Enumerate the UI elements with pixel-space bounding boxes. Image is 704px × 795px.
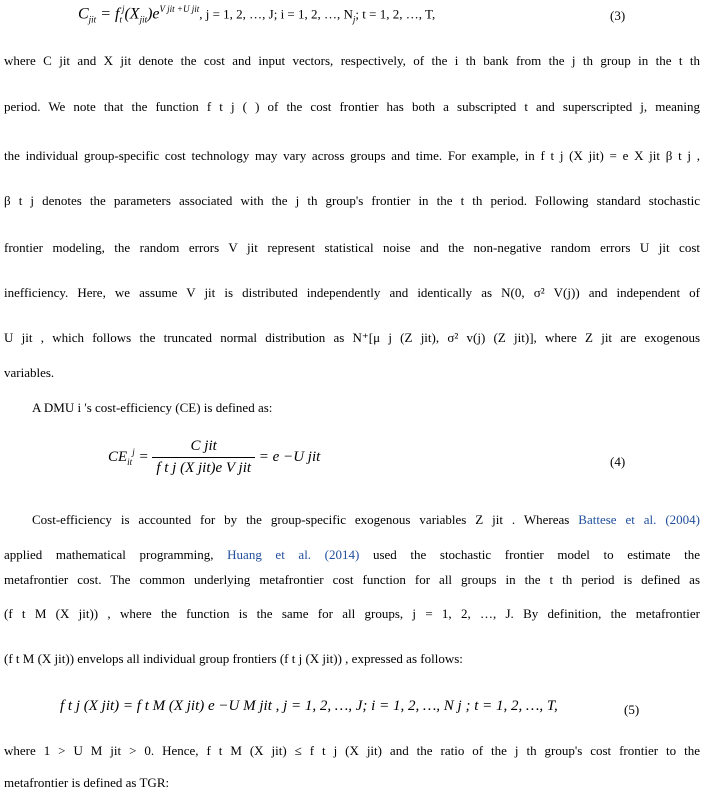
p3-line-1-text: Cost-efficiency is accounted for by the group-specific exogenous variables Z jit . Whereas (32, 512, 570, 527)
eq3-arg-close: )e (147, 5, 160, 23)
eq3-f-sup: j (121, 4, 125, 14)
eq4-denominator: f t j (X jit)e V jit (156, 460, 252, 476)
p2-line-1: A DMU i 's cost-efficiency (CE) is defined as: (32, 400, 273, 415)
eq3-lhs-sub: jit (88, 14, 97, 25)
p1-line-8: variables. (4, 365, 55, 380)
p1-line-7: U jit , which follows the truncated normal distribution as N⁺[μ j (Z jit), σ² v(j) (Z jit)], where Z jit are exogenous (4, 330, 700, 345)
eq3-arg: (X (124, 5, 140, 23)
eq3-indices: , j = 1, 2, …, J; i = 1, 2, …, N (199, 6, 353, 22)
eq4-numerator: C jit (152, 438, 255, 458)
equation-4-number: (4) (610, 454, 626, 469)
p1-line-5: frontier modeling, the random errors V jit represent statistical noise and the non-negative random errors U jit cost (4, 240, 700, 255)
p4-line-1: where 1 > U M jit > 0. Hence, f t M (X jit) ≤ f t j (X jit) and the ratio of the j th group's cost frontier to the (4, 743, 700, 758)
eq4-rhs: = e −U jit (258, 448, 321, 465)
eq4-lhs-sup: j (132, 446, 135, 457)
eq4-lhs: CE (108, 448, 128, 465)
p4-line-2: metafrontier is defined as TGR: (4, 775, 170, 790)
p3-line-2-text-b: used the stochastic frontier model to estimate the (372, 547, 701, 562)
equation-5-number: (5) (624, 702, 640, 717)
p1-line-3: the individual group-specific cost technology may vary across groups and time. For example, in f t j (X jit) = e X jit β t j , (4, 148, 700, 163)
eq4-fraction (152, 438, 255, 477)
huang-citation-link[interactable]: Huang et al. (2014) (227, 547, 360, 562)
eq3-lhs: C (78, 5, 89, 23)
eq3-arg-sub: jit (139, 14, 148, 25)
p3-line-4: (f t M (X jit)) , where the function is the same for all groups, j = 1, 2, …, J. By definition, the metafrontier (4, 606, 700, 621)
eq3-exp: V jit +U jit (159, 4, 200, 14)
p3-line-2-text-a: applied mathematical programming, (4, 547, 214, 562)
p3-line-3: metafrontier cost. The common underlying metafrontier cost function for all groups in the t th period is defined as (4, 572, 700, 587)
equation-4: $CE_{it}^j$ = $\frac{\text{C jit}}{\text{f t j (X jit)e V jit}}$ = e −U jit (108, 438, 321, 476)
p3-line-1 (32, 511, 700, 529)
eq3-f-sub: t (119, 14, 122, 25)
battese-citation-link[interactable]: Battese et al. (2004) (578, 512, 701, 527)
p3-line-2 (4, 546, 700, 564)
p1-line-1: where C jit and X jit denote the cost and input vectors, respectively, of the i th bank from the j th group in the t th (4, 53, 700, 68)
eq3-indices-sub: j (352, 14, 356, 25)
equation-3 (78, 4, 435, 25)
eq3-body: = f (100, 5, 120, 23)
p1-line-6: inefficiency. Here, we assume V jit is distributed independently and identically as N(0, σ² V(j)) and independent of (4, 285, 700, 300)
p1-line-4: β t j denotes the parameters associated with the j th group's frontier in the t th period. Following standard stochastic (4, 193, 700, 208)
eq3-indices-tail: ; t = 1, 2, …, T, (355, 6, 436, 22)
p3-line-5: (f t M (X jit)) envelops all individual group frontiers (f t j (X jit)) , expressed as follows: (4, 651, 463, 666)
p1-line-2: period. We note that the function f t j ( ) of the cost frontier has both a subscripted t and superscripted j, meaning (4, 99, 700, 114)
equation-3-number: (3) (610, 8, 626, 23)
equation-5: f t j (X jit) = f t M (X jit) e −U M jit , j = 1, 2, …, J; i = 1, 2, …, N j ; t = 1, 2, …, T, (60, 698, 558, 714)
eq4-lhs-sub: it (127, 456, 133, 467)
